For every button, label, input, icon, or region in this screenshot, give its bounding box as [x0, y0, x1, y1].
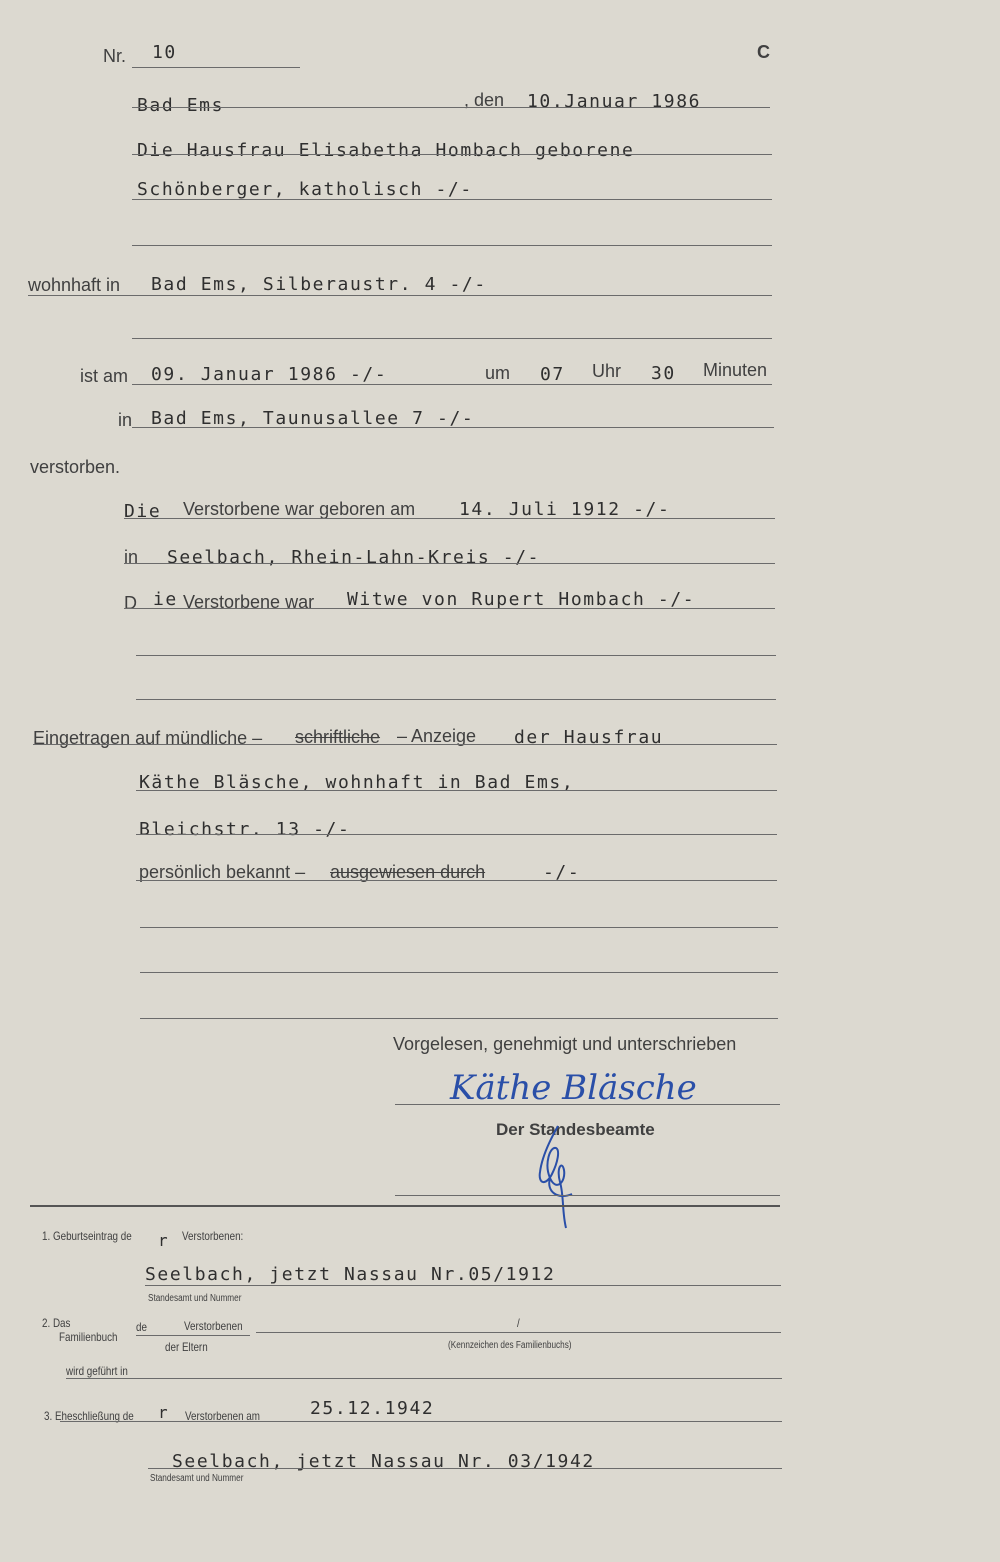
death-place-label: in [118, 410, 133, 430]
identity-struck: ausgewiesen durch [330, 862, 486, 882]
footer-2-de: de [136, 1320, 147, 1334]
rule [132, 338, 772, 339]
date-label: , den [464, 90, 505, 110]
footer-3-label-b: Verstorbenen am [185, 1409, 260, 1423]
rule [136, 699, 776, 700]
rule [256, 1332, 781, 1333]
footer-2-caption: (Kennzeichen des Familienbuchs) [448, 1340, 572, 1351]
status-ie: ie [153, 589, 178, 610]
footer-2-slash: / [517, 1316, 520, 1330]
minuten-label: Minuten [703, 360, 768, 380]
footer-1-caption: Standesamt und Nummer [148, 1293, 242, 1304]
rule [136, 790, 777, 791]
rule [28, 295, 772, 296]
rule [132, 245, 772, 246]
form-letter: C [757, 42, 770, 62]
rule [140, 1018, 778, 1019]
reporter-name-address: Käthe Bläsche, wohnhaft in Bad Ems, [139, 772, 575, 793]
residence-value: Bad Ems, Silberaustr. 4 -/- [151, 274, 487, 295]
closing-statement: Vorgelesen, genehmigt und unterschrieben [393, 1034, 737, 1054]
birth-label: Verstorbene war geboren am [183, 499, 416, 519]
rule [136, 880, 777, 881]
identity-value: -/- [543, 862, 581, 883]
birth-place-label: in [124, 547, 139, 567]
death-place: Bad Ems, Taunusallee 7 -/- [151, 408, 475, 429]
rule [124, 518, 775, 519]
nr-line [132, 67, 300, 68]
birth-place: Seelbach, Rhein-Lahn-Kreis -/- [167, 547, 541, 568]
report-label-struck: schriftliche [295, 727, 381, 747]
report-label-a: Eingetragen auf mündliche – [33, 728, 263, 748]
identity-label: persönlich bekannt – [139, 862, 306, 882]
footer-2-family: Familienbuch [59, 1330, 118, 1344]
official-title: Der Standesbeamte [496, 1120, 655, 1139]
official-signature [520, 1120, 590, 1235]
nr-label: Nr. [103, 46, 127, 66]
person-line-1: Die Hausfrau Elisabetha Hombach geborene [137, 140, 635, 161]
death-minutes: 30 [651, 363, 676, 384]
status-value: Witwe von Rupert Hombach -/- [347, 589, 696, 610]
rule [132, 427, 774, 428]
residence-label: wohnhaft in [28, 275, 121, 295]
die-prefix: Die [124, 501, 162, 522]
death-date: 09. Januar 1986 -/- [151, 364, 388, 385]
footer-3-suffix: r [158, 1403, 170, 1422]
reporter-title: der Hausfrau [514, 727, 664, 748]
footer-3-label: 3. Eheschließung de [44, 1409, 134, 1423]
footer-1-suffix: r [158, 1231, 170, 1250]
rule [132, 154, 772, 155]
rule [148, 1468, 782, 1469]
rule [132, 384, 772, 385]
rule [136, 655, 776, 656]
rule [145, 1285, 781, 1286]
rule [66, 1378, 782, 1379]
section-divider [30, 1205, 780, 1207]
rule [140, 927, 778, 928]
birth-date: 14. Juli 1912 -/- [459, 499, 671, 520]
registry-date: 10.Januar 1986 [527, 91, 702, 112]
rule [33, 744, 777, 745]
report-label-b: – Anzeige [397, 726, 477, 746]
birth-register-entry: Seelbach, jetzt Nassau Nr.05/1912 [145, 1264, 556, 1285]
rule [132, 199, 772, 200]
footer-2-number: 2. Das [42, 1316, 71, 1330]
rule [136, 1335, 250, 1336]
signature-line [395, 1104, 780, 1105]
footer-3-caption: Standesamt und Nummer [150, 1473, 244, 1484]
marriage-date: 25.12.1942 [310, 1398, 435, 1419]
footer-2-wird: wird geführt in [66, 1364, 128, 1378]
verstorben-label: verstorben. [30, 457, 121, 477]
place-of-registry: Bad Ems [137, 95, 225, 116]
reporter-signature: Käthe Bläsche [450, 1068, 697, 1108]
rule [136, 834, 777, 835]
uhr-label: Uhr [592, 361, 622, 381]
footer-1-label: 1. Geburtseintrag de [42, 1229, 132, 1243]
rule [140, 972, 778, 973]
death-date-label: ist am [80, 366, 129, 386]
header-line [132, 107, 770, 108]
footer-1-label-b: Verstorbenen: [182, 1229, 244, 1243]
official-signature-line [395, 1195, 780, 1196]
footer-2-verstorbenen: Verstorbenen [184, 1319, 243, 1333]
death-hour: 07 [540, 364, 565, 385]
nr-value: 10 [152, 42, 177, 63]
person-line-2: Schönberger, katholisch -/- [137, 179, 473, 200]
reporter-street: Bleichstr. 13 -/- [139, 819, 351, 840]
rule [60, 1421, 782, 1422]
rule [124, 563, 775, 564]
status-d: D [124, 593, 137, 613]
um-label: um [485, 363, 511, 383]
status-label: Verstorbene war [183, 592, 315, 612]
rule [124, 608, 775, 609]
marriage-register-entry: Seelbach, jetzt Nassau Nr. 03/1942 [172, 1451, 595, 1472]
footer-2-eltern: der Eltern [165, 1340, 208, 1354]
